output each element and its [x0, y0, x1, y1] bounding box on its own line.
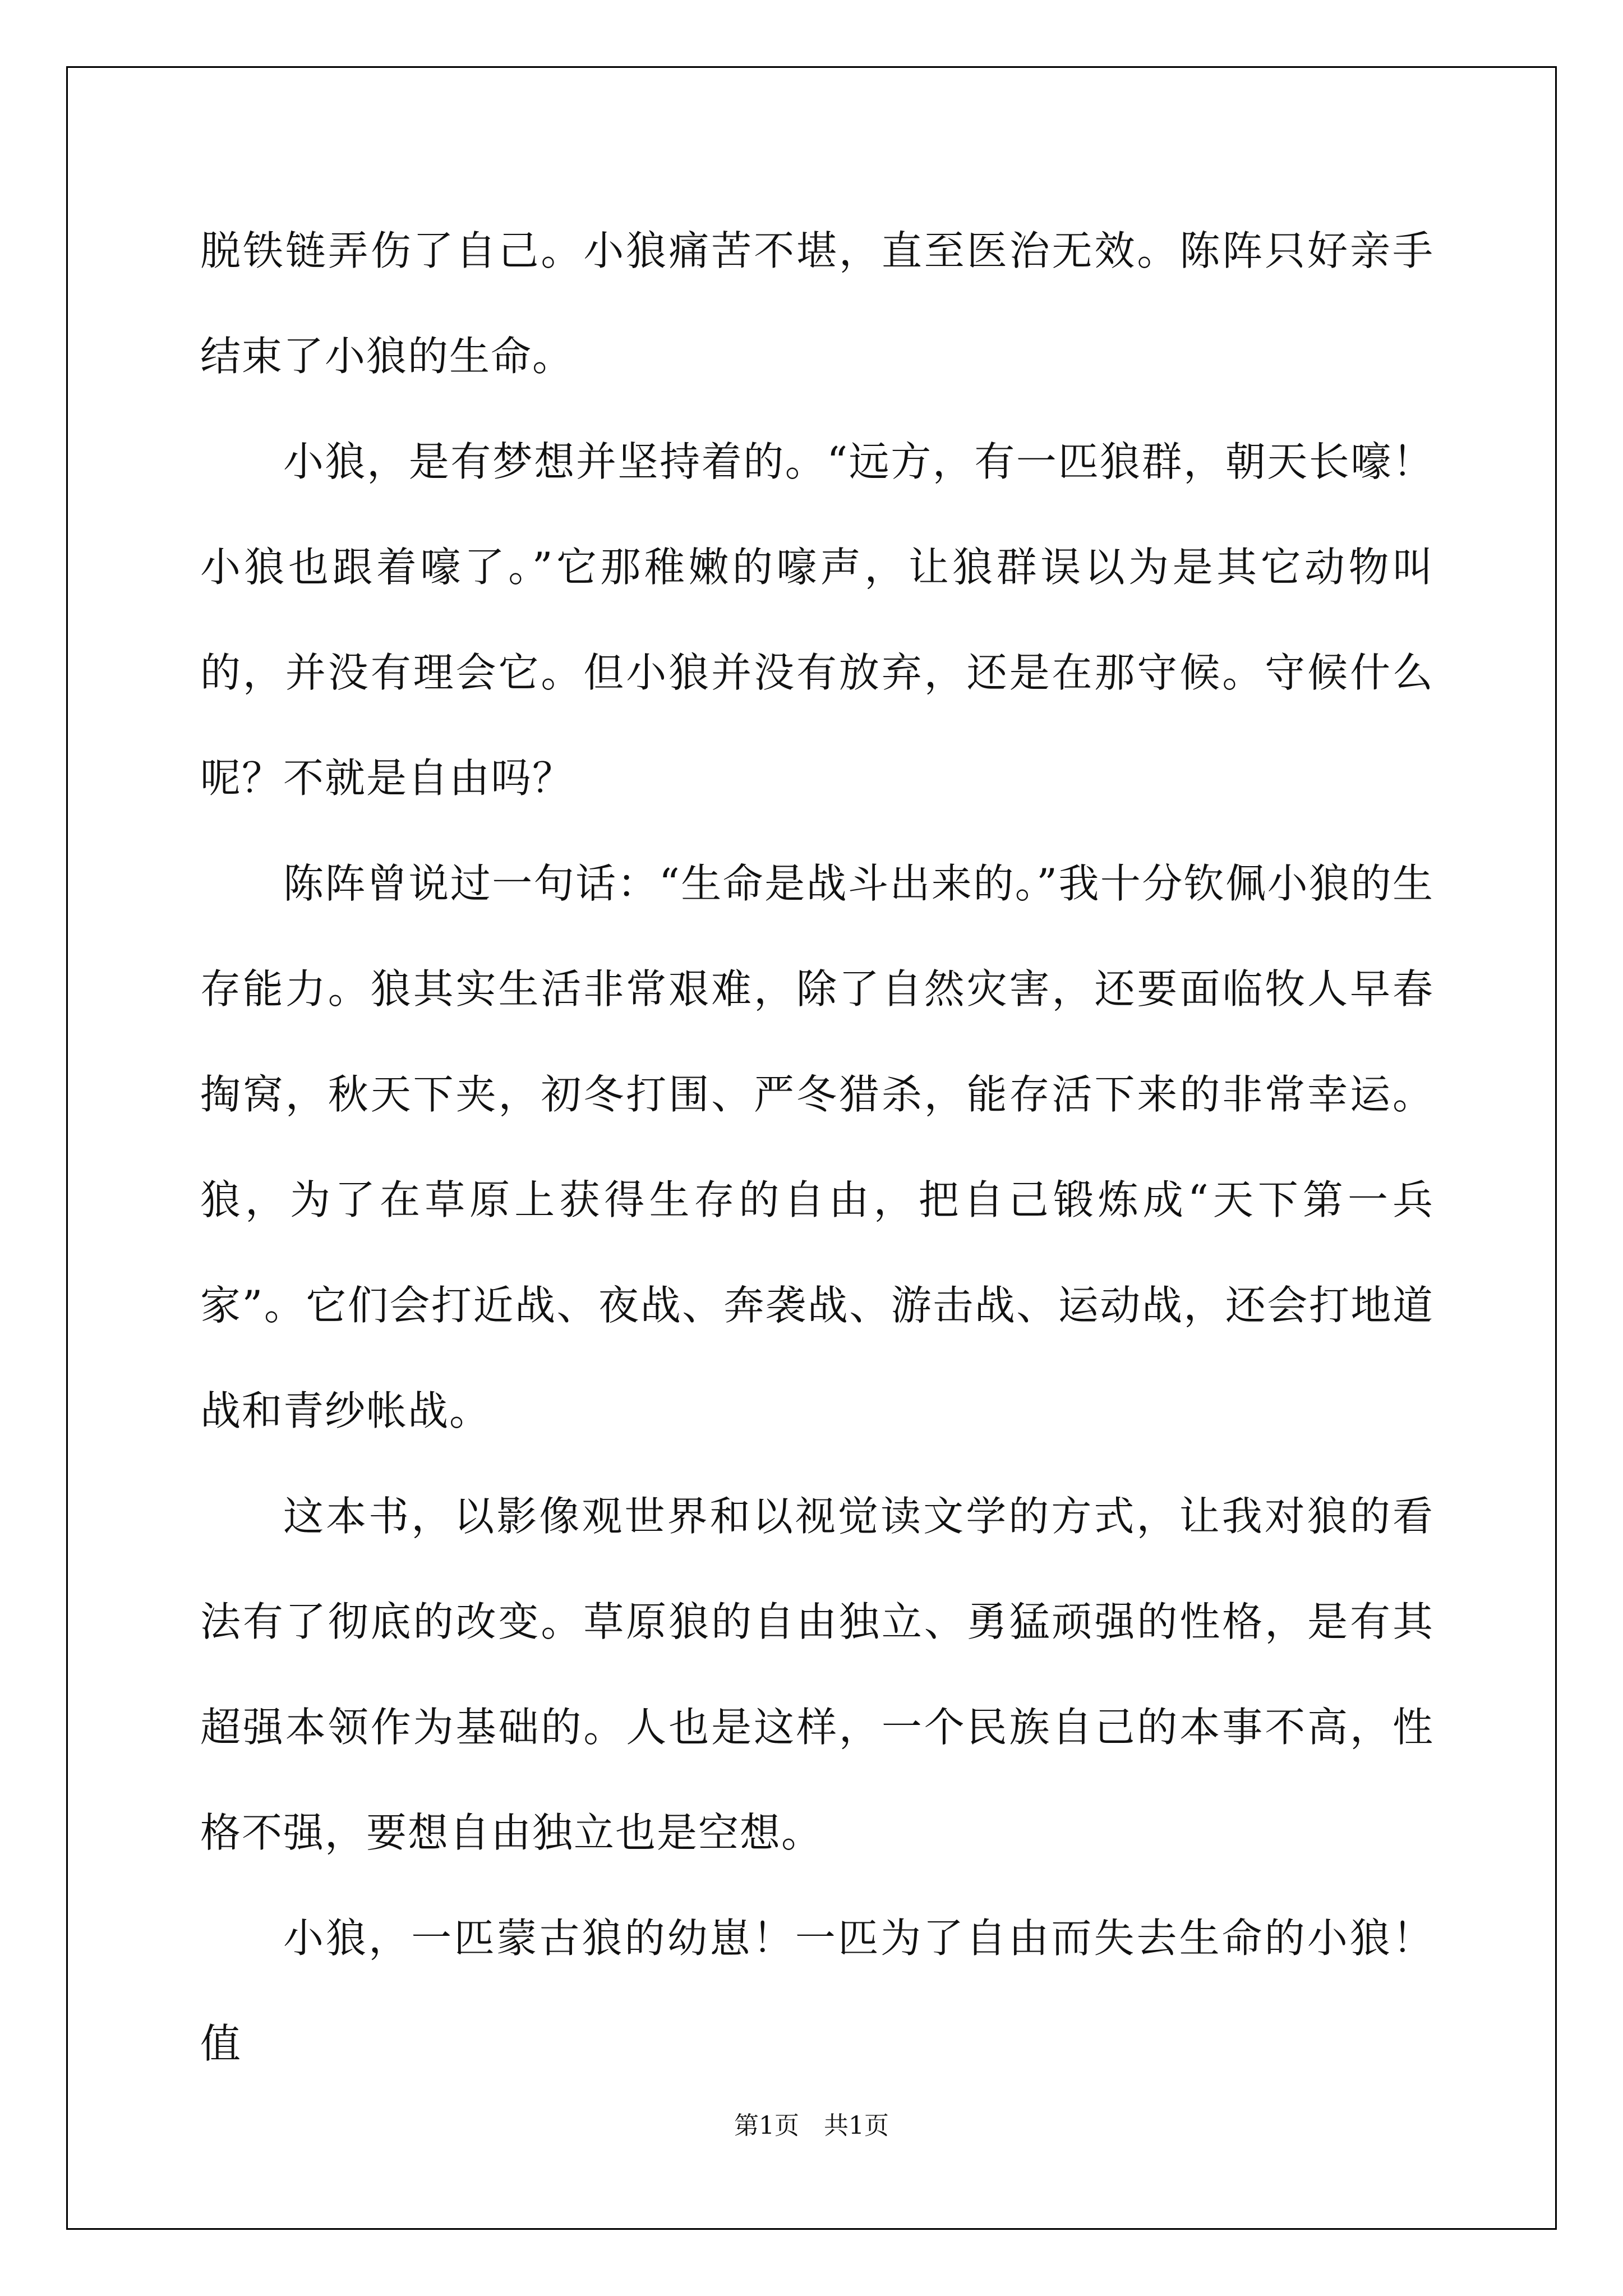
paragraph-4: 这本书，以影像观世界和以视觉读文学的方式，让我对狼的看法有了彻底的改变。草原狼的自由独立、勇猛顽强的性格，是有其超强本领作为基础的。人也是这样，一个民族自己的本事不高，性格不强，要想自由独立也是空想。 — [200, 1493, 1434, 1856]
paragraph-5: 小狼，一匹蒙古狼的幼崽！一匹为了自由而失去生命的小狼！值 — [200, 1915, 1434, 2067]
document-body — [200, 198, 1434, 2096]
paragraph-3: 陈阵曾说过一句话：“生命是战斗出来的。”我十分钦佩小狼的生存能力。狼其实生活非常艰难，除了自然灾害，还要面临牧人早春掏窝，秋天下夹，初冬打围、严冬猎杀，能存活下来的非常幸运。狼，为了在草原上获得生存的自由，把自己锻炼成“天下第一兵家”。它们会打近战、夜战、奔袭战、游击战、运动战，还会打地道战和青纱帐战。 — [200, 860, 1434, 1434]
paragraph-2: 小狼，是有梦想并坚持着的。“远方，有一匹狼群，朝天长嚎！小狼也跟着嚎了。”它那稚嫩的嚎声，让狼群误以为是其它动物叫的，并没有理会它。但小狼并没有放弃，还是在那守候。守候什么呢？不就是自由吗？ — [200, 438, 1434, 802]
paragraph-1: 脱铁链弄伤了自己。小狼痛苦不堪，直至医治无效。陈阵只好亲手结束了小狼的生命。 — [200, 227, 1434, 380]
page-number-footer: 第1页 共1页 — [734, 2111, 889, 2140]
